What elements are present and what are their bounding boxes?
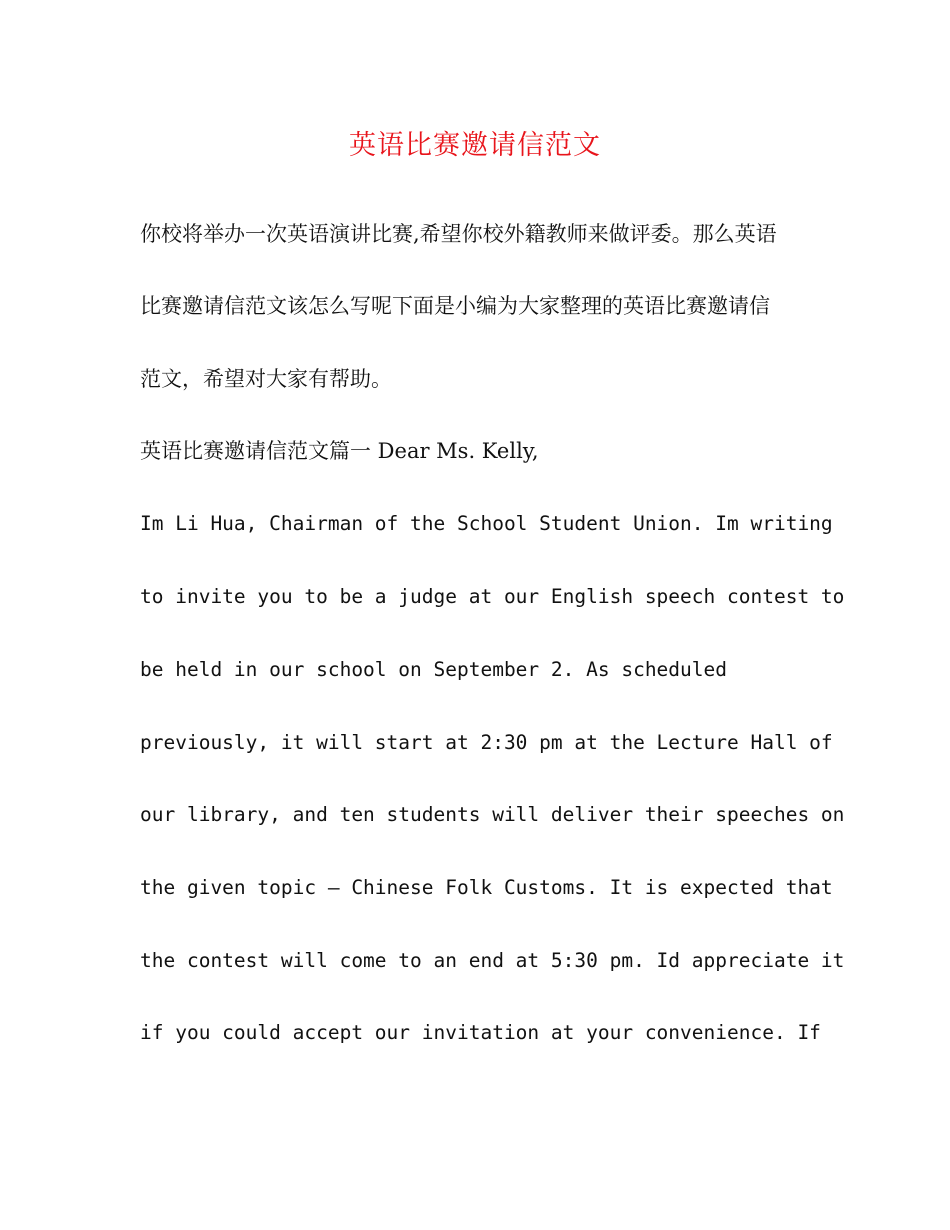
body-line: Im Li Hua, Chairman of the School Student Union. Im writing (140, 512, 833, 535)
body-line: 比赛邀请信范文该怎么写呢下面是小编为大家整理的英语比赛邀请信 (140, 294, 770, 318)
body-line: our library, and ten students will deliver their speeches on (140, 803, 845, 826)
body-line: 范文，希望对大家有帮助。 (140, 367, 392, 391)
body-line: the given topic — Chinese Folk Customs. It is expected that (140, 876, 833, 899)
body-line: to invite you to be a judge at our English speech contest to (140, 585, 845, 608)
body-line: if you could accept our invitation at your convenience. If (140, 1021, 821, 1044)
body-line: be held in our school on September 2. As scheduled (140, 658, 727, 681)
body-line: the contest will come to an end at 5:30 pm. Id appreciate it (140, 949, 845, 972)
body-line: previously, it will start at 2:30 pm at the Lecture Hall of (140, 731, 833, 754)
document-title: 英语比赛邀请信范文 (349, 130, 601, 161)
body-line: 英语比赛邀请信范文篇一 Dear Ms. Kelly, (140, 439, 539, 463)
body-line: 你校将举办一次英语演讲比赛,希望你校外籍教师来做评委。那么英语 (140, 222, 777, 246)
